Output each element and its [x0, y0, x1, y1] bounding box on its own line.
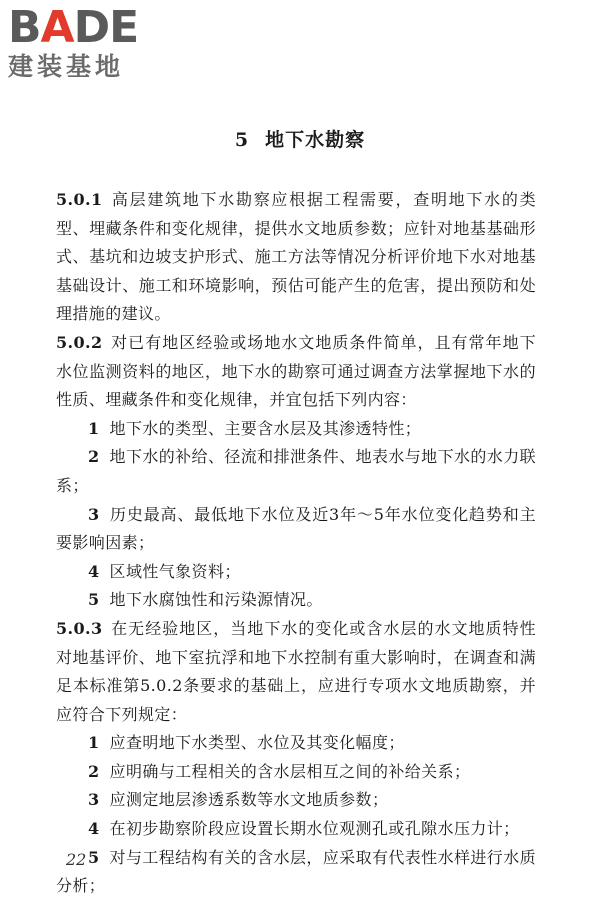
list-item [56, 758, 536, 787]
chapter-title [0, 125, 600, 152]
item-number: 1 [88, 733, 100, 753]
list-item [56, 844, 536, 901]
page-number: 22 [66, 850, 87, 869]
bade-logo [8, 2, 178, 82]
chapter-heading: 地下水勘察 [265, 129, 366, 151]
logo-wordmark [8, 2, 178, 53]
clause-5-0-1 [56, 186, 536, 329]
list-item [56, 786, 536, 815]
logo-letter-b: B [8, 2, 41, 53]
item-text: 在初步勘察阶段应设置长期水位观测孔或孔隙水压力计； [109, 819, 520, 839]
item-number: 5 [88, 847, 100, 867]
item-text: 应查明地下水类型、水位及其变化幅度； [109, 733, 405, 753]
list-item [56, 443, 536, 500]
item-text: 区域性气象资料； [109, 561, 241, 581]
clause-text: 对已有地区经验或场地水文地质条件简单，且有常年地下水位监测资料的地区，地下水的勘察可通过调查方法掌握地下水的性质、埋藏条件和变化规律，并宜包括下列内容： [56, 332, 536, 410]
item-text: 地下水腐蚀性和污染源情况。 [109, 590, 323, 610]
chapter-number: 5 [234, 129, 250, 151]
clause-5-0-3 [56, 615, 536, 729]
document-body [56, 186, 536, 901]
item-text: 地下水的补给、径流和排泄条件、地表水与地下水的水力联系； [56, 447, 536, 495]
logo-letters-de: DE [73, 2, 139, 53]
item-number: 3 [88, 790, 100, 810]
list-item [56, 501, 536, 558]
logo-subtitle: 建装基地 [8, 52, 125, 81]
item-text: 对与工程结构有关的含水层，应采取有代表性水样进行水质分析； [56, 847, 536, 896]
clause-number: 5.0.2 [56, 332, 103, 352]
item-text: 历史最高、最低地下水位及近3年～5年水位变化趋势和主要影响因素； [56, 504, 536, 553]
item-number: 4 [88, 561, 100, 581]
list-item [56, 415, 536, 444]
logo-letter-a-accent: A [40, 2, 74, 53]
item-text: 应测定地层渗透系数等水文地质参数； [109, 790, 389, 810]
clause-text: 高层建筑地下水勘察应根据工程需要，查明地下水的类型、埋藏条件和变化规律，提供水文地质参数；应针对地基基础形式、基坑和边坡支护形式、施工方法等情况分析评价地下水对地基基础设计、施工和环境影响，预估可能产生的危害，提出预防和处理措施的建议。 [56, 190, 536, 324]
item-number: 2 [88, 761, 100, 781]
item-number: 4 [88, 819, 100, 839]
list-item [56, 729, 536, 758]
clause-text: 在无经验地区，当地下水的变化或含水层的水文地质特性对地基评价、地下室抗浮和地下水控制有重大影响时，在调查和满足本标准第5.0.2条要求的基础上，应进行专项水文地质勘察，并应符合下列规定： [56, 618, 536, 724]
item-number: 1 [88, 418, 100, 438]
clause-5-0-2 [56, 329, 536, 415]
list-item [56, 586, 536, 615]
list-item [56, 815, 536, 844]
clause-number: 5.0.1 [56, 190, 103, 209]
item-number: 2 [88, 447, 100, 467]
item-number: 3 [88, 504, 100, 524]
item-text: 地下水的类型、主要含水层及其渗透特性； [109, 418, 422, 438]
list-item [56, 558, 536, 587]
item-text: 应明确与工程相关的含水层相互之间的补给关系； [109, 761, 471, 781]
item-number: 5 [88, 590, 100, 610]
clause-number: 5.0.3 [56, 618, 103, 638]
